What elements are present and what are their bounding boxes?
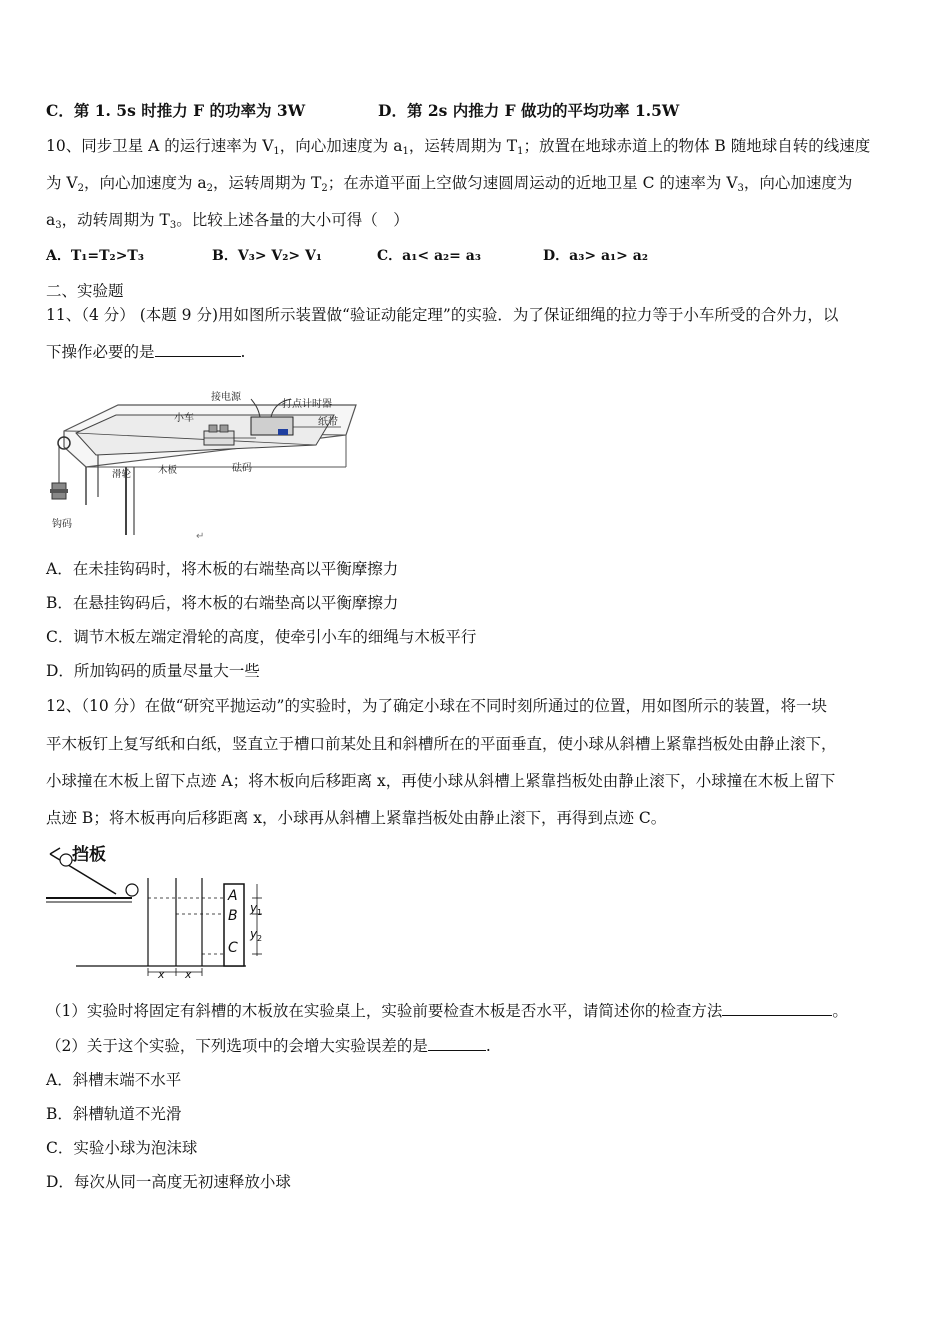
label-y1: y [250, 901, 258, 915]
q11-line-2: 下操作必要的是 . [46, 343, 246, 361]
label-tape: 纸带 [318, 417, 338, 428]
q11-option-d: D．所加钩码的质量尽量大一些 [46, 662, 260, 680]
q12-option-a: A．斜槽末端不水平 [46, 1071, 182, 1089]
label-baffle: 挡板 [72, 845, 106, 865]
q12-option-c: C．实验小球为泡沫球 [46, 1139, 198, 1157]
q11-line-1: 11、（4 分） (本题 9 分)用如图所示装置做“验证动能定理”的实验．为了保证细绳的拉力等于小车所受的合外力，以 [46, 306, 839, 324]
q11-answer-blank[interactable] [155, 342, 241, 357]
q11-option-c: C．调节木板左端定滑轮的高度，使牵引小车的细绳与木板平行 [46, 628, 477, 646]
q12-line-3: 小球撞在木板上留下点迹 A；将木板向后移距离 x，再使小球从斜槽上紧靠挡板处由静止滚下，小球撞在木板上留下 [46, 772, 836, 790]
label-weights: 砝码 [232, 463, 252, 474]
section-heading: 二、实验题 [46, 282, 124, 300]
q10-option-d: D．a₃> a₁> a₂ [543, 248, 648, 264]
label-x1: x [158, 968, 165, 978]
q11-option-a: A．在未挂钩码时，将木板的右端垫高以平衡摩擦力 [46, 560, 399, 578]
q12-option-b: B．斜槽轨道不光滑 [46, 1105, 182, 1123]
q10-line-2: 为 $V_2$，向心加速度为 $a_2$，运转周期为 $T_2$；在赤道平面上空做匀速圆周运动的近地卫星 C 的速率为 $V_3$，向心加速度为 [46, 174, 853, 194]
q11-apparatus-figure [46, 385, 366, 540]
label-point-b: B [228, 908, 238, 924]
label-hook: 钩码 [52, 519, 72, 530]
q10-line-3: $a_3$，动转周期为 $T_3$。比较上述各量的大小可得（ ） [46, 211, 409, 231]
q9-option-d: D．第 2s 内推力 F 做功的平均功率 1.5W [378, 101, 680, 120]
paragraph-mark: ↵ [196, 531, 205, 540]
q10-option-c: C．a₁< a₂= a₃ [377, 248, 481, 264]
q9-option-c: C．第 1. 5s 时推力 F 的功率为 3W [46, 101, 306, 120]
q10-option-a: A．T₁=T₂>T₃ [46, 248, 144, 264]
q12-method-blank[interactable] [722, 1001, 832, 1016]
label-board: 木板 [158, 465, 178, 476]
q12-line-2: 平木板钉上复写纸和白纸，竖直立于槽口前某处且和斜槽所在的平面垂直，使小球从斜槽上紧靠挡板处由静止滚下， [46, 735, 837, 753]
label-y2: y [250, 927, 258, 941]
label-y2-subscript: 2 [257, 934, 263, 943]
q11-option-b: B．在悬挂钩码后，将木板的右端垫高以平衡摩擦力 [46, 594, 399, 612]
q10-option-b: B．V₃> V₂> V₁ [212, 248, 323, 264]
q12-sub-question-2: （2）关于这个实验，下列选项中的会增大实验误差的是 . [46, 1037, 491, 1055]
q10-line-1: 10、同步卫星 A 的运行速率为 $V_1$，向心加速度为 $a_1$，运转周期为 $T_1$；放置在地球赤道上的物体 B 随地球自转的线速度 [46, 137, 871, 157]
q12-line-1: 12、（10 分）在做“研究平抛运动”的实验时，为了确定小球在不同时刻所通过的位置，用如图所示的装置，将一块 [46, 697, 827, 715]
q12-error-blank[interactable] [428, 1036, 486, 1051]
q12-sub-question-1: （1）实验时将固定有斜槽的木板放在实验桌上，实验前要检查木板是否水平，请简述你的检查方法 。 [46, 1002, 848, 1020]
label-pulley: 滑轮 [112, 469, 132, 480]
label-timer: 打点计时器 [282, 399, 332, 410]
q12-line-4: 点迹 B；将木板再向后移距离 x，小球再从斜槽上紧靠挡板处由静止滚下，再得到点迹 C。 [46, 809, 667, 827]
q12-apparatus-figure [46, 838, 286, 978]
label-y1-subscript: 1 [257, 908, 263, 917]
label-power: 接电源 [211, 392, 241, 403]
label-point-a: A [228, 888, 238, 904]
label-x2: x [185, 968, 192, 978]
label-point-c: C [228, 940, 238, 956]
q12-option-d: D．每次从同一高度无初速释放小球 [46, 1173, 291, 1191]
label-cart: 小车 [174, 413, 194, 424]
